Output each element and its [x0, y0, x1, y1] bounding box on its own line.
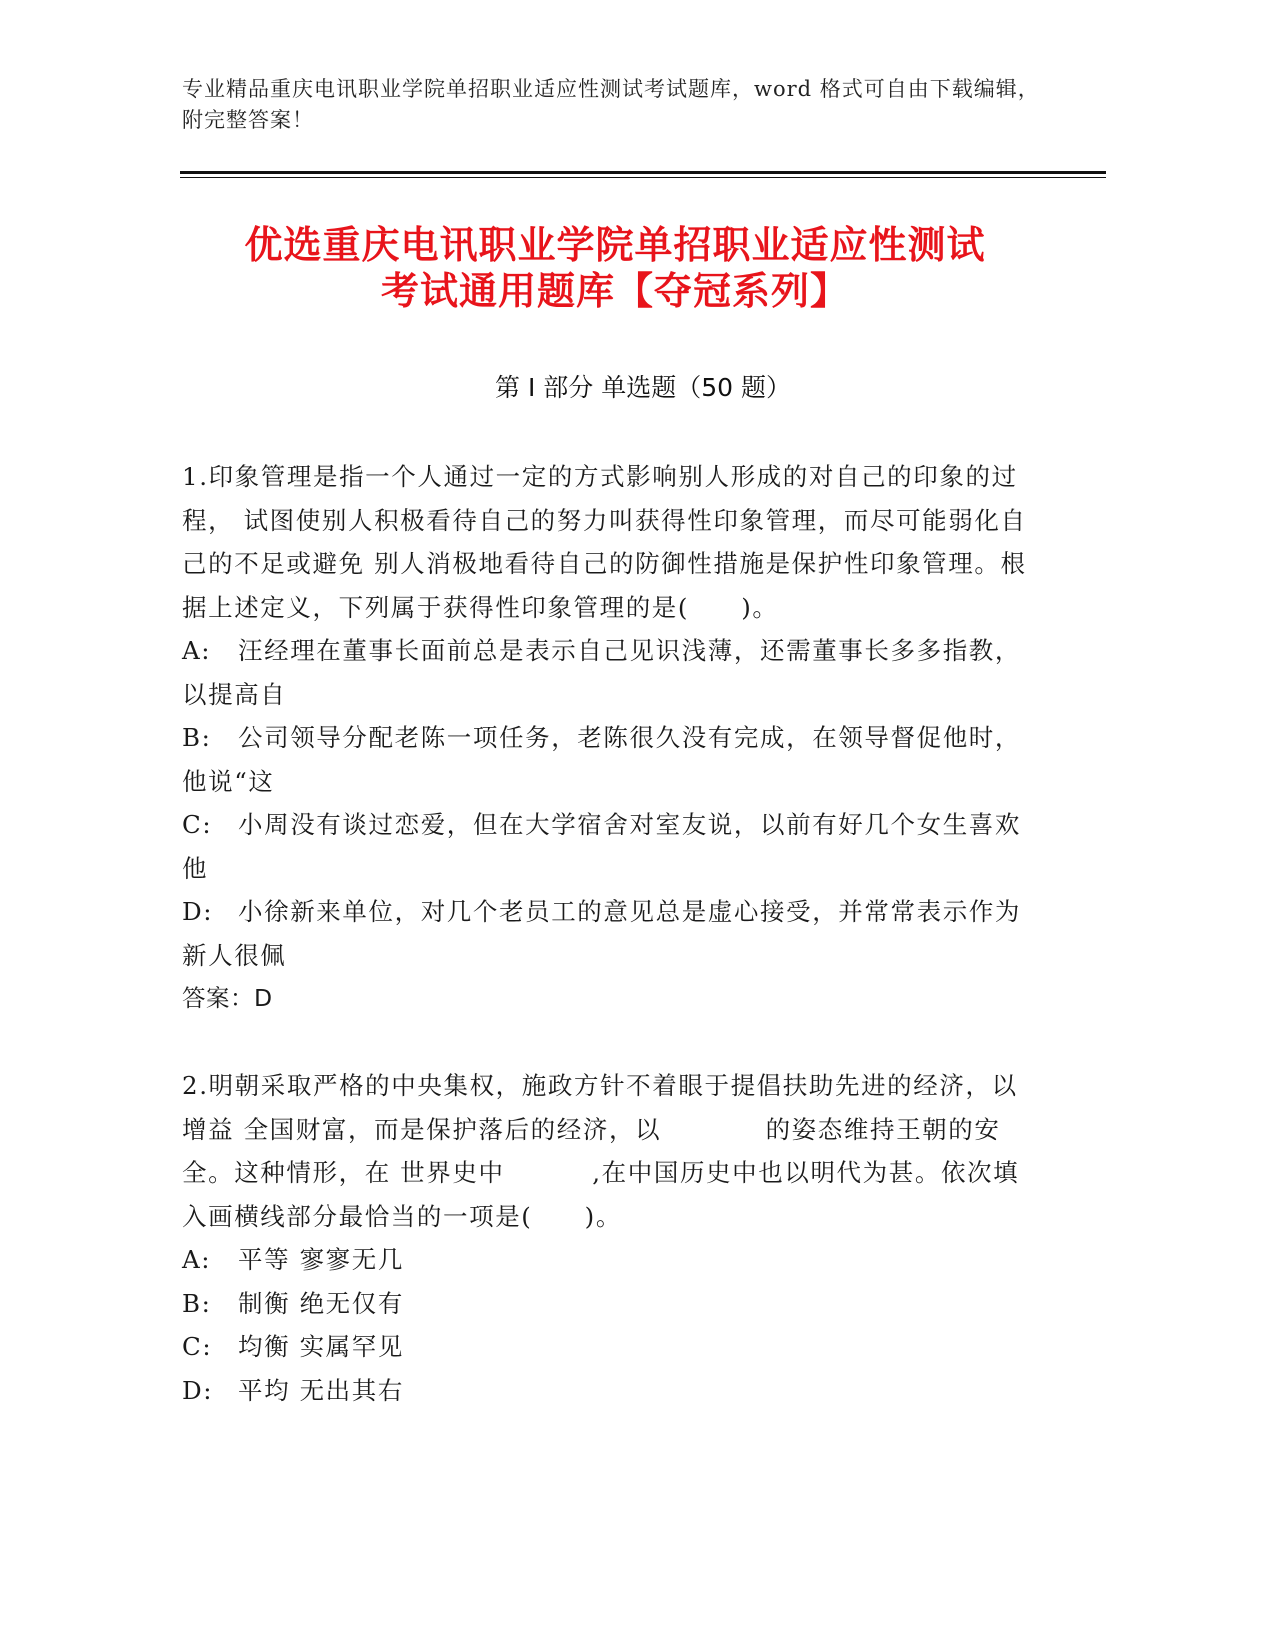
option-d — [182, 890, 1032, 977]
option-c — [182, 1325, 1032, 1369]
header-rule-thick — [180, 171, 1106, 174]
option-letter: B: — [182, 723, 212, 752]
title-line-2: 考试通用题库【夺冠系列】 — [380, 269, 849, 313]
document-title — [160, 222, 1070, 314]
option-text: 平等 寥寥无几 — [238, 1245, 404, 1274]
option-text: 小徐新来单位，对几个老员工的意见总是虚心接受，并常常表示作为新人很佩 — [182, 897, 1021, 970]
option-letter: D: — [182, 1375, 214, 1405]
option-text: 公司领导分配老陈一项任务，老陈很久没有完成，在领导督促他时，他说“这 — [182, 723, 1021, 796]
option-c — [182, 803, 1032, 890]
option-letter: B: — [182, 1288, 212, 1318]
question-2 — [182, 1064, 1032, 1412]
question-stem: 2.明朝采取严格的中央集权，施政方针不着眼于提倡扶助先进的经济，以增益 全国财富，而是保护落后的经济，以 的姿态维持王朝的安全。这种情形，在 世界史中 ,在中国历史中也以明代为甚。依次填入画横线部分最恰当的一项是( )。 — [182, 1071, 1020, 1231]
section-heading: 第 I 部分 单选题（50 题） — [495, 373, 791, 402]
option-letter: C: — [182, 810, 213, 839]
option-text: 均衡 实属罕见 — [238, 1332, 404, 1361]
header-rule-thin — [180, 177, 1106, 178]
option-letter: D: — [182, 897, 214, 926]
option-a — [182, 629, 1032, 716]
question-stem: 1.印象管理是指一个人通过一定的方式影响别人形成的对自己的印象的过程， 试图使别人积极看待自己的努力叫获得性印象管理，而尽可能弱化自己的不足或避免 别人消极地看待自己的防御性措施是保护性印象管理。根据上述定义，下列属于获得性印象管理的是( )。 — [182, 462, 1027, 622]
option-letter: A: — [182, 636, 212, 665]
title-line-1: 优选重庆电讯职业学院单招职业适应性测试 — [244, 223, 986, 267]
option-text: 汪经理在董事长面前总是表示自己见识浅薄，还需董事长多多指教，以提高自 — [182, 636, 1021, 709]
option-d — [182, 1369, 1032, 1413]
answer-text: 答案：D — [182, 984, 273, 1012]
option-b — [182, 1282, 1032, 1326]
option-a — [182, 1238, 1032, 1282]
option-text: 平均 无出其右 — [238, 1375, 404, 1405]
header-note: 专业精品重庆电讯职业学院单招职业适应性测试考试题库，word 格式可自由下载编辑，附完整答案！ — [182, 77, 1040, 132]
question-1 — [182, 455, 1032, 1021]
option-b — [182, 716, 1032, 803]
option-letter: C: — [182, 1332, 213, 1361]
option-letter: A: — [182, 1245, 212, 1274]
option-text: 制衡 绝无仅有 — [238, 1288, 404, 1318]
option-text: 小周没有谈过恋爱，但在大学宿舍对室友说，以前有好几个女生喜欢他 — [182, 810, 1021, 883]
